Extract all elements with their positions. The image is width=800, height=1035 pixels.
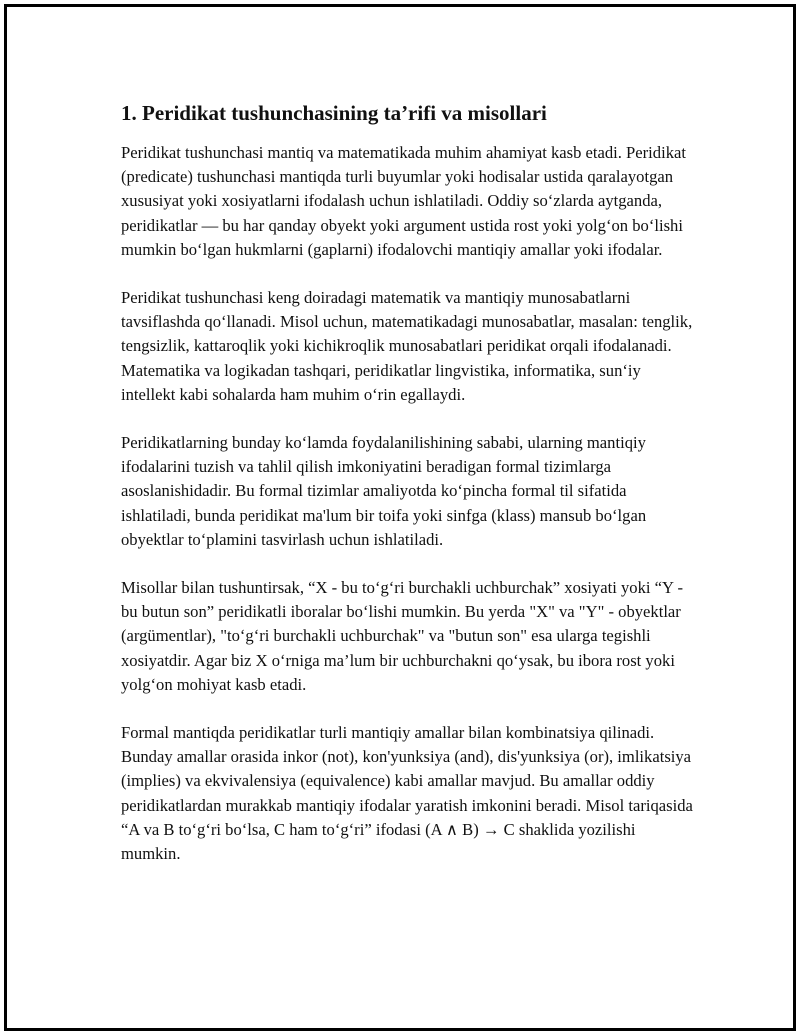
paragraph-logical-operations: Formal mantiqda peridikatlar turli mantiqiy amallar bilan kombinatsiya qilinadi. Bunday amallar orasida inkor (not), kon'yunksiya (and), dis'yunksiya (or), imlikatsiya (implies) va ekvivalensiya (equivalence) kabi amallar mavjud. Bu amallar oddiy peridikatlardan murakkab mantiqiy ifodalar yaratish imkonini beradi. Misol tariqasida “A va B to‘g‘ri bo‘lsa, C ham to‘g‘ri” ifodasi (A ∧ B) → C shaklida yozilishi mumkin. [121, 723, 693, 864]
paragraph-definition: Peridikat tushunchasi mantiq va matematikada muhim ahamiyat kasb etadi. Peridikat (predicate) tushunchasi mantiqda turli buyumlar yoki hodisalar ustida qaralayotgan xususiyat yoki xosiyatlarni ifodalash uchun ishlatiladi. Oddiy so‘zlarda aytganda, peridikatlar — bu har qanday obyekt yoki argument ustida rost yoki yolg‘on bo‘lishi mumkin bo‘lgan hukmlarni (gaplarni) ifodalovchi mantiqiy amallar yoki ifodalar. [121, 143, 686, 259]
paragraph-examples: Misollar bilan tushuntirsak, “X - bu to‘g‘ri burchakli uchburchak” xosiyati yoki “Y - bu butun son” peridikatli iboralar bo‘lishi mumkin. Bu yerda "X" va "Y" - obyektlar (argümentlar), "to‘g‘ri burchakli uchburchak" va "butun son" esa ularga tegishli xosiyatdir. Agar biz X o‘rniga ma’lum bir uchburchakni qo‘ysak, bu ibora rost yoki yolg‘on mohiyat kasb etadi. [121, 578, 684, 694]
section-heading: 1. Peridikat tushunchasining ta’rifi va misollari [121, 101, 547, 125]
page-frame [4, 4, 796, 1031]
document-body [121, 99, 693, 890]
paragraph-applications: Peridikat tushunchasi keng doiradagi matematik va mantiqiy munosabatlarni tavsiflashda qo‘llanadi. Misol uchun, matematikadagi munosabatlar, masalan: tenglik, tengsizlik, kattaroqlik yoki kichikroqlik munosabatlari peridikat orqali ifodalanadi. Matematika va logikadan tashqari, peridikatlar lingvistika, informatika, sun‘iy intellekt kabi sohalarda ham muhim o‘rin egallaydi. [121, 288, 693, 404]
paragraph-formal-systems: Peridikatlarning bunday ko‘lamda foydalanilishining sababi, ularning mantiqiy ifodalarini tuzish va tahlil qilish imkoniyatini beradigan formal tizimlarga asoslanishidadir. Bu formal tizimlar amaliyotda ko‘pincha formal til sifatida ishlatiladi, bunda peridikat ma'lum bir toifa yoki sinfga (klass) mansub bo‘lgan obyektlar to‘plamini tasvirlash uchun ishlatiladi. [121, 433, 647, 549]
